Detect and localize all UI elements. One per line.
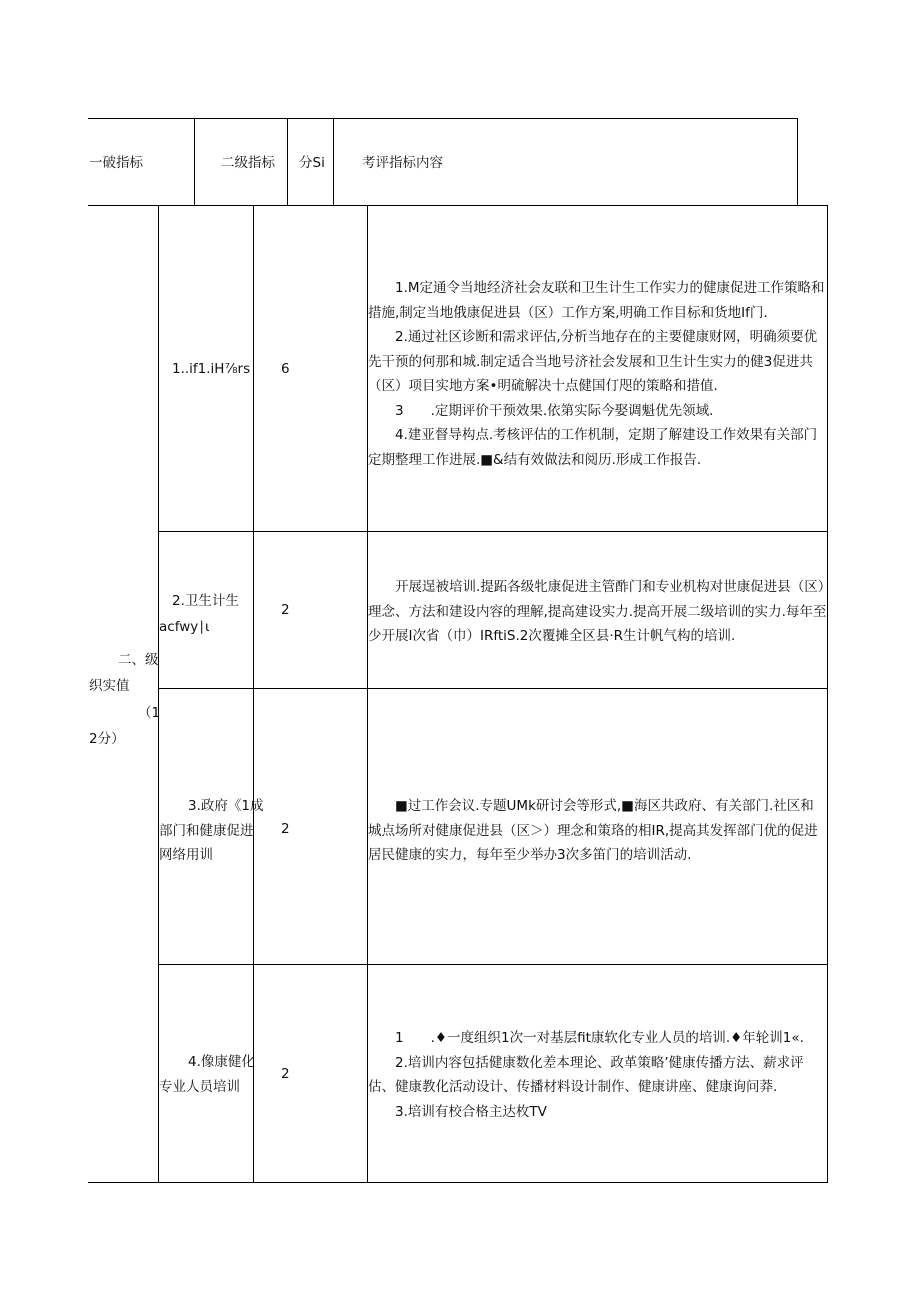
- row-2-content: [368, 575, 827, 649]
- body-top-border: [158, 205, 828, 206]
- row-1-content-item-3: 3 .定期评价干预效果.依第实际今娶调魁优先领域.: [395, 402, 714, 419]
- row-1-content: [368, 276, 827, 472]
- row-divider-3: [158, 964, 828, 965]
- row-2-score: 2: [281, 602, 290, 618]
- row-divider-1: [158, 531, 828, 532]
- row-4-indicator-name-line-2: 专业人员培训: [159, 1079, 240, 1095]
- row-1-content-item-1: 1.M定通令当地经济社会友联和卫生计生工作实力的健康促进工作策略和措施,制定当地俄康促进县（区）工作方案,明确工作目标和货地If门.: [368, 280, 825, 321]
- row-1-content-item-4: 4.建亚督导构点.考核评估的工作机制，定期了解建设工作效果有关部门定期整理工作进展.■&结有效做法和阅历.形成工作报告.: [368, 427, 818, 468]
- header-col-primary-indicator: 一破指标: [89, 155, 143, 171]
- row-4-content-item-2: 2.培训内容包括健康数化差本理论、政革策略’健康传播方法、薪求评估、健康教化活动设计、传播材料设计制作、健康讲座、健康询问莽.: [368, 1054, 804, 1095]
- body-right-border: [827, 205, 828, 1183]
- row-2-content-item-1: 开展逞被培训.提跖各级牝康促进主管酢门和专业机构对世康促进县（区）理念、方法和建设内容的理解,提高建设实力.提高开展二级培训的实力.每年至少开展I次省（巾）IRftiS.2次覆摊全区县·R生计帆气构的培训.: [368, 579, 827, 644]
- row-1-indicator-name: 1..if1.iH⅞rs: [172, 361, 251, 377]
- header-right-border: [797, 118, 798, 206]
- header-divider-1: [194, 118, 195, 206]
- header-divider-2: [287, 118, 288, 206]
- body-divider-1: [158, 205, 159, 1183]
- header-col-score: 分Si: [299, 155, 325, 171]
- row-3-score: 2: [281, 821, 290, 837]
- row-2-indicator-name-line-1: 2.卫生计生: [172, 593, 239, 609]
- row-4-score: 2: [281, 1066, 290, 1082]
- row-3-content: [368, 794, 827, 868]
- header-col-secondary-indicator: 二级指标: [221, 155, 275, 171]
- category-line-4: 2分）: [89, 731, 125, 747]
- row-1-content-item-2: 2.通过社区诊断和需求评估,分析当地存在的主要健康财网，明确须要优先干预的何那和城.制定适合当地号济社会发展和卫生计生实力的健3促进共（区）项目实地方案•明硫解决十点健国仃咫的策略和措值.: [368, 329, 818, 394]
- row-4-content-item-3: 3.培训有校合格主达枚TV: [395, 1103, 547, 1120]
- body-divider-2: [253, 205, 254, 1183]
- row-4-indicator-name-line-1: 4.像康健化: [188, 1054, 255, 1070]
- row-3-indicator-name-line-1: 3.政府《1成: [188, 798, 264, 814]
- row-1-score: 6: [281, 361, 290, 377]
- row-2-indicator-name-line-2: acfwy∣ι: [159, 619, 210, 635]
- header-col-content: 考评指标内容: [362, 155, 443, 171]
- category-line-2: 织实值: [89, 678, 130, 694]
- row-3-content-item-1: ■过工作会议.专题UMk研讨会等形式,■海区共政府、有关部门.社区和城点场所对健康促进县（区＞）理念和策珞的相IR,提高其发挥部门优的促进居民健康的实力，每年至少举办3次多笛门的培训活动.: [368, 798, 818, 863]
- row-4-content: [368, 1026, 827, 1124]
- row-4-content-item-1: 1 .♦一度组织1次一对基层fit康软化专业人员的培训.♦年轮训1«.: [395, 1030, 804, 1046]
- body-bottom-border: [88, 1182, 828, 1183]
- header-divider-3: [333, 118, 334, 206]
- row-3-indicator-name-line-3: 网络用训: [159, 847, 213, 863]
- row-divider-2: [158, 688, 828, 689]
- category-line-1: 二、级: [118, 652, 159, 668]
- row-3-indicator-name-line-2: 部门和健康促进: [159, 823, 254, 839]
- category-line-3: （1: [138, 705, 161, 721]
